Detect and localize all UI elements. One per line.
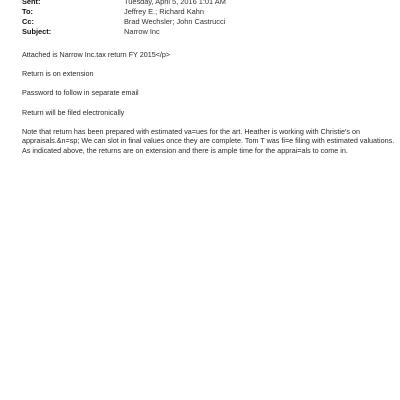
body-note-line-2: appraisals.&n=sp; We can slot in final values once they are complete. Tom T was fi=e filing with estimated valuations. xyxy=(22,136,395,146)
body-paragraph-attachment: Attached is Narrow Inc.tax return FY 2015</p> xyxy=(22,50,171,59)
cc-row xyxy=(22,17,382,27)
to-value: Jeffrey E.; Richard Kahn xyxy=(124,7,204,16)
body-note-line-1: Note that return has been prepared with estimated va=ues for the art. Heather is working with Christie's on xyxy=(22,126,360,136)
to-label: To: xyxy=(22,7,33,16)
subject-row xyxy=(22,27,382,37)
subject-label: Subject: xyxy=(22,27,52,36)
sent-value: Tuesday, April 5, 2016 1:01 AM xyxy=(124,0,226,6)
body-paragraph-note xyxy=(22,126,395,156)
cc-value: Brad Wechsler; John Castrucci xyxy=(124,17,226,26)
email-body xyxy=(22,50,395,156)
sent-row xyxy=(22,0,382,7)
subject-value: Narrow Inc xyxy=(124,27,160,36)
cc-label: Cc: xyxy=(22,17,34,26)
sent-label: Sent: xyxy=(22,0,41,6)
body-note-line-3: As indicated above, the returns are on extension and there is ample time for the apprai=als to come in. xyxy=(22,145,348,155)
email-header xyxy=(22,0,382,37)
body-paragraph-filing: Return will be filed electronically xyxy=(22,107,125,117)
to-row xyxy=(22,7,382,17)
body-paragraph-extension: Return is on extension xyxy=(22,69,94,79)
body-paragraph-password: Password to follow in separate email xyxy=(22,88,139,98)
